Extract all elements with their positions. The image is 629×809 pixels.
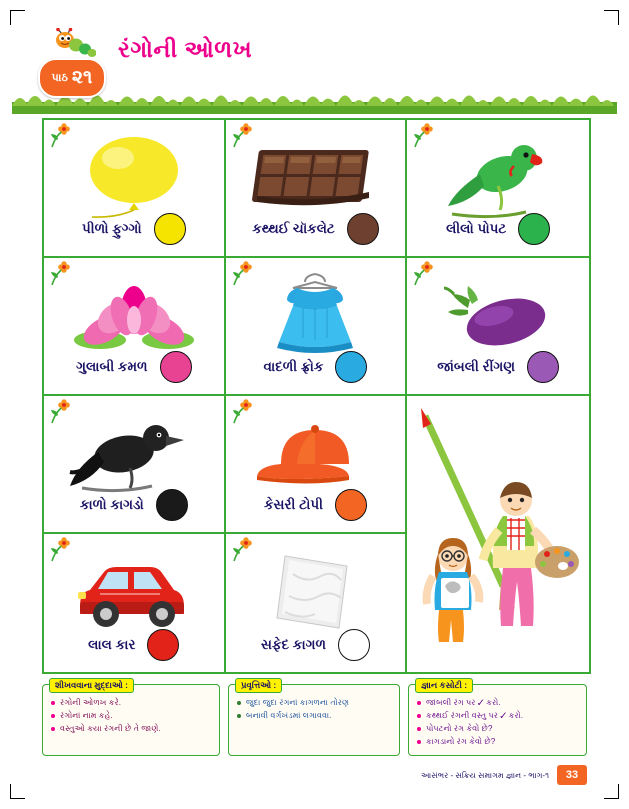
caption-row [226,488,406,522]
grid-cell [44,258,226,396]
bottom-info-boxes [42,680,587,756]
brinjal-icon [407,272,589,360]
list-item: જાંબલી રંગ પર ✓ કરો. [417,696,580,709]
teaching-points-list [51,696,213,735]
caterpillar-icon [52,28,96,62]
grid-cell [226,396,408,534]
item-caption: લીલો પોપટ [446,221,507,236]
lesson-number: ૨૧ [71,67,93,88]
list-item: રંગોની ઓળખ કરે. [51,696,213,709]
grid-cell [407,120,589,258]
item-caption: જાંબલી રીંગણ [437,359,516,374]
caption-row [44,212,224,246]
lotus-icon [44,272,224,360]
item-caption: કથ્થઈ ચૉકલેટ [252,221,335,236]
caption-row [44,488,224,522]
footer-text: આસંભર - સક્રિય સમાગમ જ્ઞાન - ભાગ-૧ [421,771,549,780]
knowledge-test-box [408,680,587,756]
caption-row [44,628,224,662]
item-caption: સફેદ કાગળ [260,637,327,652]
knowledge-test-title: જ્ઞાન કસોટી : [415,678,473,693]
children-painting-icon [407,396,589,672]
crow-icon [44,410,224,498]
picture-grid [42,118,591,674]
caption-row [226,628,406,662]
caption-row [44,350,224,384]
page-header [0,22,629,92]
activities-title: પ્રવૃત્તિઓ : [235,678,282,693]
list-item: કથ્થઈ રંગની વસ્તુ પર ✓ કરો. [417,709,580,722]
color-swatch [338,629,370,661]
frock-icon [226,272,406,360]
color-swatch [527,351,559,383]
car-icon [44,548,224,636]
page-footer [42,765,587,787]
teaching-points-title: શીખવવાના મુદ્દાઓ : [49,678,134,693]
grid-cell [407,258,589,396]
teaching-points-box [42,680,220,756]
color-swatch [147,629,179,661]
grid-cell [44,120,226,258]
color-swatch [518,213,550,245]
caption-row [407,212,589,246]
page-number: 33 [557,765,587,785]
paper-icon [226,548,406,636]
color-swatch [335,351,367,383]
item-caption: વાદળી ફ્રોક [263,359,324,374]
page-title: રંગોની ઓળખ [118,36,253,62]
grid-cell [226,534,408,672]
grid-cell [44,396,226,534]
grid-cell [226,120,408,258]
color-swatch [160,351,192,383]
lesson-word: પાઠ [51,71,68,84]
color-swatch [154,213,186,245]
item-caption: ગુલાબી કમળ [76,359,148,374]
color-swatch [156,489,188,521]
item-caption: કાળો કાગડો [79,497,144,512]
list-item: પોપટનો રંગ કેવો છે? [417,722,580,735]
color-swatch [347,213,379,245]
item-caption: પીળો ફુગ્ગો [82,221,142,236]
chocolate-icon [226,134,406,222]
list-item: કાગડાનો રંગ કેવો છે? [417,735,580,748]
balloon-icon [44,134,224,222]
crop-mark-bottom-left [10,784,25,799]
parrot-icon [407,134,589,222]
activities-list [237,696,393,722]
grid-cell [44,534,226,672]
knowledge-test-list [417,696,580,748]
color-swatch [335,489,367,521]
list-item-cont: બનાવી વર્ગખંડમાં લગાવવા. [237,709,393,722]
cap-icon [226,410,406,498]
crop-mark-bottom-right [604,784,619,799]
grid-cell [226,258,408,396]
activities-box [228,680,400,756]
caption-row [226,350,406,384]
list-item: જુદા જુદા રંગનાં કાગળના તોરણ [237,696,393,709]
caption-row [407,350,589,384]
list-item: રંગોનાં નામ કહે. [51,709,213,722]
item-caption: લાલ કાર [88,637,136,652]
lesson-badge [38,58,106,98]
list-item: વસ્તુઓ કયા રંગની છે તે જાણે. [51,722,213,735]
caption-row [226,212,406,246]
item-caption: કેસરી ટોપી [264,497,323,512]
